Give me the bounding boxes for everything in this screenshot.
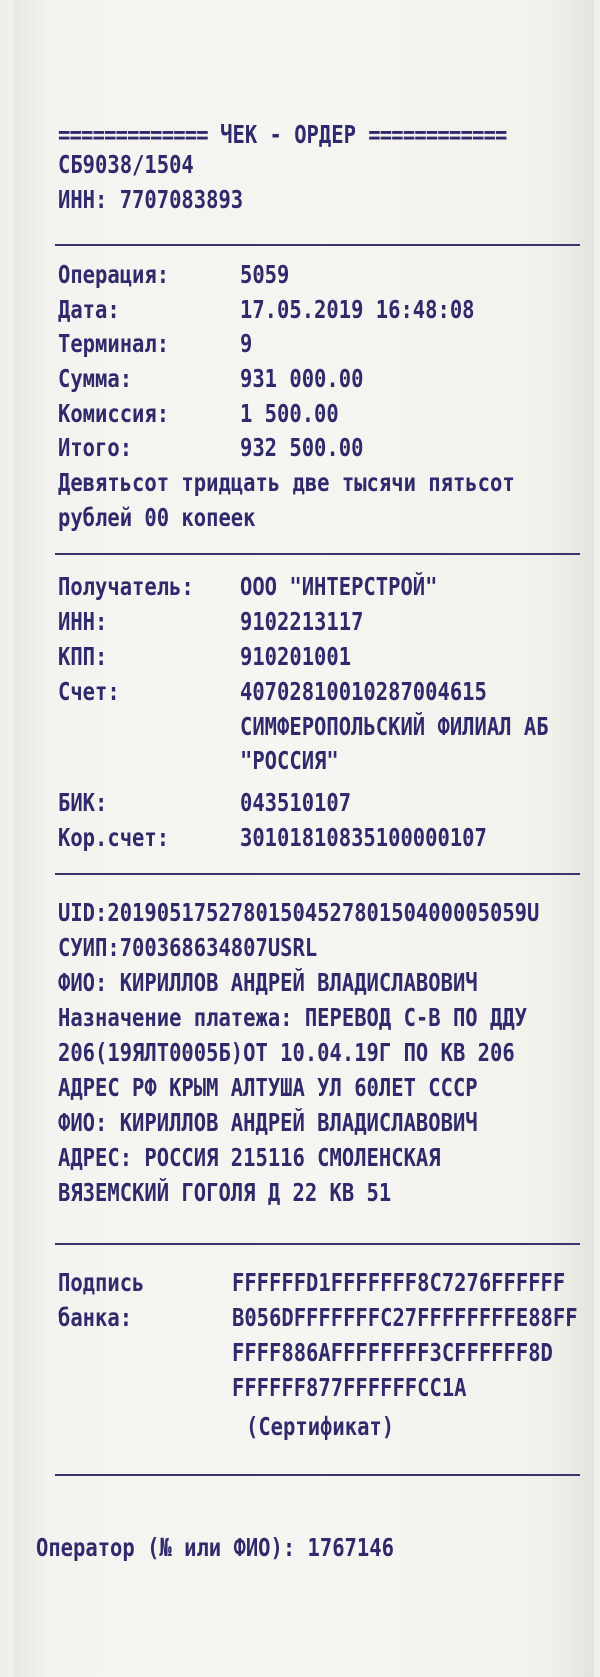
receipt-header [58, 120, 507, 149]
date-value: 17.05.2019 16:48:08 [240, 295, 475, 324]
bik-value: 043510107 [240, 788, 352, 817]
recipient-inn-label: ИНН: [58, 607, 108, 636]
signature-label-1: Подпись [58, 1268, 145, 1297]
corr-account-label: Кор.счет: [58, 823, 170, 852]
recipient-label: Получатель: [58, 572, 194, 601]
signature-label-2: банка: [58, 1303, 133, 1332]
commission-label: Комиссия: [58, 399, 170, 428]
divider [55, 873, 580, 875]
sum-label: Сумма: [58, 364, 133, 393]
operation-value: 5059 [240, 260, 290, 289]
total-label: Итого: [58, 433, 133, 462]
operator-line: Оператор (№ или ФИО): 1767146 [36, 1533, 394, 1562]
commission-value: 1 500.00 [240, 399, 339, 428]
bank-inn: ИНН: 7707083893 [58, 185, 244, 214]
signature-hash-line-4: FFFFFF877FFFFFFCC1A [232, 1373, 467, 1402]
recipient-value: ООО "ИНТЕРСТРОЙ" [240, 572, 438, 601]
receipt-title: ЧЕК - ОРДЕР [220, 120, 356, 149]
kpp-label: КПП: [58, 642, 108, 671]
payer-name-line: ФИО: КИРИЛЛОВ АНДРЕЙ ВЛАДИСЛАВОВИЧ [58, 968, 478, 997]
recipient-inn-value: 9102213117 [240, 607, 364, 636]
branch-code: СБ9038/1504 [58, 150, 194, 179]
bank-name-line-1: СИМФЕРОПОЛЬСКИЙ ФИЛИАЛ АБ [240, 712, 549, 741]
operation-label: Операция: [58, 260, 170, 289]
purpose-line-1: Назначение платежа: ПЕРЕВОД С-В ПО ДДУ [58, 1003, 528, 1032]
purpose-line-3: АДРЕС РФ КРЫМ АЛТУША УЛ 60ЛЕТ СССР [58, 1073, 478, 1102]
divider [55, 553, 580, 555]
bik-label: БИК: [58, 788, 108, 817]
signature-hash-line-3: FFFF886AFFFFFFFF3CFFFFFF8D [232, 1338, 553, 1367]
amount-words-line-2: рублей 00 копеек [58, 503, 256, 532]
terminal-value: 9 [240, 329, 253, 358]
date-label: Дата: [58, 295, 120, 324]
account-label: Счет: [58, 677, 120, 706]
signature-hash-line-2: B056DFFFFFFFC27FFFFFFFFE88FF [232, 1303, 578, 1332]
header-rule-left: ============= [58, 120, 208, 149]
suip-line: СУИП:700368634807USRL [58, 933, 318, 962]
payer-address-line-1: АДРЕС: РОССИЯ 215116 СМОЛЕНСКАЯ [58, 1143, 441, 1172]
total-value: 932 500.00 [240, 433, 364, 462]
terminal-label: Терминал: [58, 329, 170, 358]
sum-value: 931 000.00 [240, 364, 364, 393]
kpp-value: 910201001 [240, 642, 352, 671]
header-rule-right: ============ [368, 120, 507, 149]
payer-name-line-2: ФИО: КИРИЛЛОВ АНДРЕЙ ВЛАДИСЛАВОВИЧ [58, 1108, 478, 1137]
amount-words-line-1: Девятьсот тридцать две тысячи пятьсот [58, 468, 515, 497]
account-value: 40702810010287004615 [240, 677, 487, 706]
corr-account-value: 30101810835100000107 [240, 823, 487, 852]
divider [55, 1243, 580, 1245]
divider [55, 244, 580, 246]
uid-line: UID:2019051752780150452780150400005059U [58, 898, 540, 927]
signature-hash-line-1: FFFFFFD1FFFFFFF8C7276FFFFFF [232, 1268, 566, 1297]
purpose-line-2: 206(19ЯЛТ0005Б)ОТ 10.04.19Г ПО КВ 206 [58, 1038, 515, 1067]
divider [55, 1474, 580, 1476]
certificate-label: (Сертификат) [246, 1412, 395, 1441]
payer-address-line-2: ВЯЗЕМСКИЙ ГОГОЛЯ Д 22 КВ 51 [58, 1178, 392, 1207]
bank-name-line-2: "РОССИЯ" [240, 746, 339, 775]
